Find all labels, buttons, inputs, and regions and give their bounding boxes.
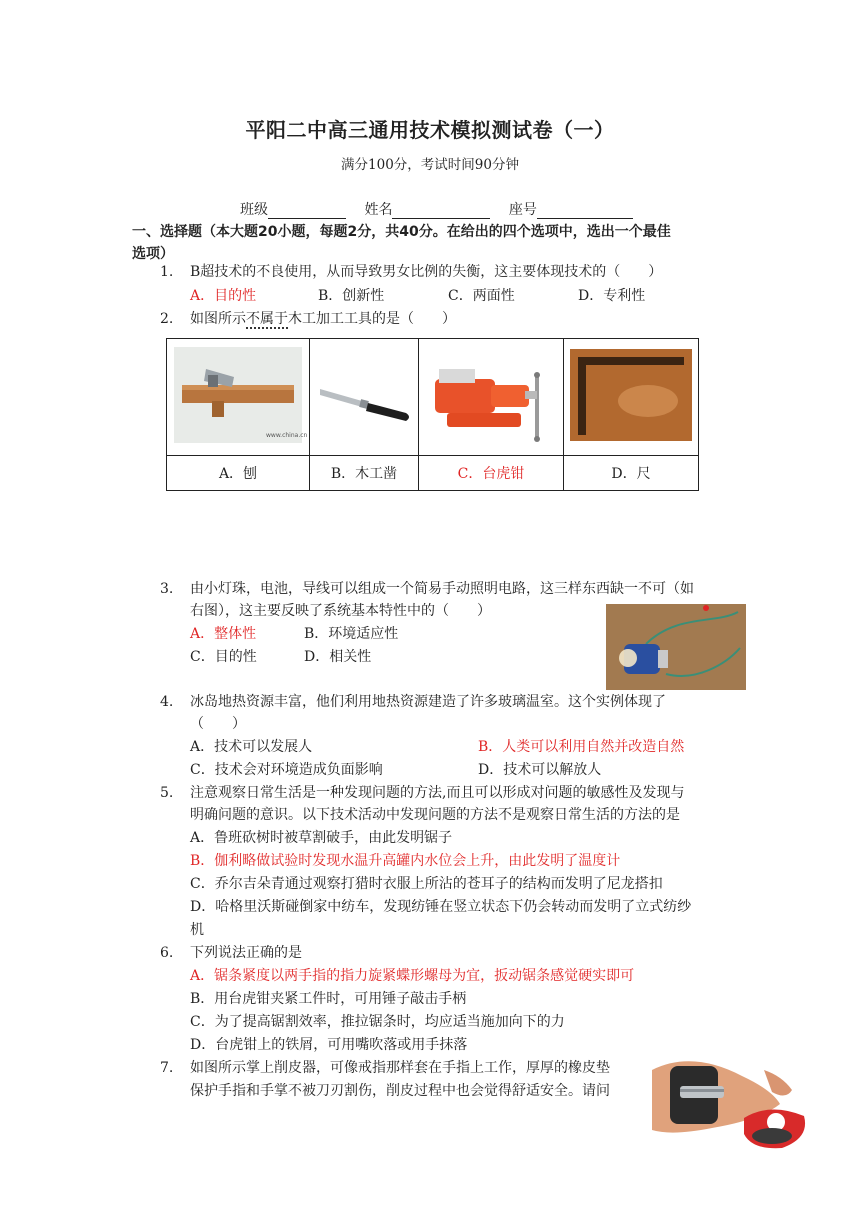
palm-peeler-photo (652, 1040, 822, 1158)
image-credit: www.china.cn (266, 432, 308, 439)
q1-option-a: A．目的性 (190, 288, 257, 304)
q5-option-d-cont: 机 (190, 922, 204, 938)
class-label: 班级 (240, 202, 268, 218)
plane-image-cell (167, 339, 310, 456)
q3-option-d: D．相关性 (304, 649, 372, 665)
ruler-image-cell (564, 339, 699, 456)
question-6: 6. 下列说法正确的是 (160, 945, 302, 961)
section-heading: 一、选择题（本大题20小题，每题2分，共40分。在给出的四个选项中，选出一个最佳 选项） (132, 224, 671, 262)
q1-option-c: C．两面性 (448, 288, 515, 304)
q6-option-c: C．为了提高锯割效率，推拉锯条时，均应适当施加向下的力 (190, 1014, 565, 1030)
exam-subtitle: 满分100分，考试时间90分钟 (341, 157, 519, 173)
tools-table (166, 338, 699, 491)
question-stem: B超技术的不良使用，从而导致男女比例的失衡，这主要体现技术的（ ） (190, 264, 663, 280)
q1-option-b: B．创新性 (318, 288, 385, 304)
question-1 (160, 262, 662, 282)
chisel-image-cell (310, 339, 419, 456)
q3-option-b: B．环境适应性 (304, 626, 399, 642)
bench-vise-image (425, 345, 557, 445)
seat-label: 座号 (508, 202, 537, 218)
question-7: 7. 如图所示掌上削皮器，可像戒指那样套在手指上工作，厚厚的橡皮垫 (160, 1060, 610, 1076)
question-number: 3. (160, 581, 174, 597)
q4-option-c: C．技术会对环境造成负面影响 (190, 762, 383, 778)
q4-option-b: B．人类可以利用自然并改造自然 (478, 739, 685, 755)
question-number: 7. (160, 1060, 174, 1076)
question-number: 1. (160, 264, 174, 280)
q5-option-d: D．哈格里沃斯碰倒家中纺车，发现纺锤在竖立状态下仍会转动而发明了立式纺纱 (190, 899, 692, 915)
chisel-image (316, 365, 412, 425)
q3-stem-line2: 右图），这主要反映了系统基本特性中的（ ） (190, 603, 491, 619)
option-label-b: B．木工凿 (310, 456, 419, 491)
q1-option-d: D．专利性 (578, 288, 646, 304)
question-number: 5. (160, 785, 174, 801)
option-label-d: D．尺 (564, 456, 699, 491)
name-blank[interactable] (392, 204, 490, 219)
question-number: 2. (160, 311, 174, 327)
question-2: 2. 如图所示不属于木工加工工具的是（ ） (160, 311, 456, 327)
q6-option-d: D．台虎钳上的铁屑，可用嘴吹落或用手抹落 (190, 1037, 468, 1053)
question-5: 5. 注意观察日常生活是一种发现问题的方法,而且可以形成对问题的敏感性及发现与 (160, 785, 685, 801)
question-number: 4. (160, 694, 174, 710)
name-label: 姓名 (364, 202, 393, 218)
q5-option-c: C．乔尔吉朵青通过观察打猎时衣服上所沾的苍耳子的结构而发明了尼龙搭扣 (190, 876, 663, 892)
question-3: 3. 由小灯珠，电池，导线可以组成一个简易手动照明电路，这三样东西缺一不可（如 (160, 581, 694, 597)
page-title: 平阳二中高三通用技术模拟测试卷（一） (245, 118, 615, 142)
class-blank[interactable] (268, 204, 346, 219)
q7-stem-line2: 保护手指和手掌不被刀刃割伤，削皮过程中也会觉得舒适安全。请问 (190, 1083, 610, 1099)
seat-blank[interactable] (537, 204, 633, 219)
q5-option-b: B．伽利略做试验时发现水温升高罐内水位会上升，由此发明了温度计 (190, 853, 621, 869)
emphasis-dotted: 不属于 (246, 311, 288, 327)
q4-option-d: D．技术可以解放人 (478, 762, 602, 778)
q6-option-b: B．用台虎钳夹紧工件时，可用锤子敲击手柄 (190, 991, 467, 1007)
circuit-photo (606, 604, 746, 690)
vise-image-cell (419, 339, 564, 456)
student-info-line (240, 199, 647, 219)
option-label-a: A．刨 (167, 456, 310, 491)
wood-plane-image (174, 347, 308, 443)
question-4: 4. 冰岛地热资源丰富，他们利用地热资源建造了许多玻璃温室。这个实例体现了 (160, 694, 666, 710)
q3-option-a: A．整体性 (190, 626, 257, 642)
q5-stem-line2: 明确问题的意识。以下技术活动中发现问题的方法不是观察日常生活的方法的是 (190, 807, 680, 823)
q5-option-a: A．鲁班砍树时被草割破手，由此发明锯子 (190, 830, 453, 846)
question-number: 6. (160, 945, 174, 961)
q6-option-a: A．锯条紧度以两手指的指力旋紧蝶形螺母为宜，扳动锯条感觉硬实即可 (190, 968, 635, 984)
q4-stem-line2: （ ） (190, 716, 246, 732)
q3-option-c: C．目的性 (190, 649, 257, 665)
q4-option-a: A．技术可以发展人 (190, 739, 313, 755)
carpenter-square-image (570, 349, 692, 441)
option-label-c: C．台虎钳 (419, 456, 564, 491)
